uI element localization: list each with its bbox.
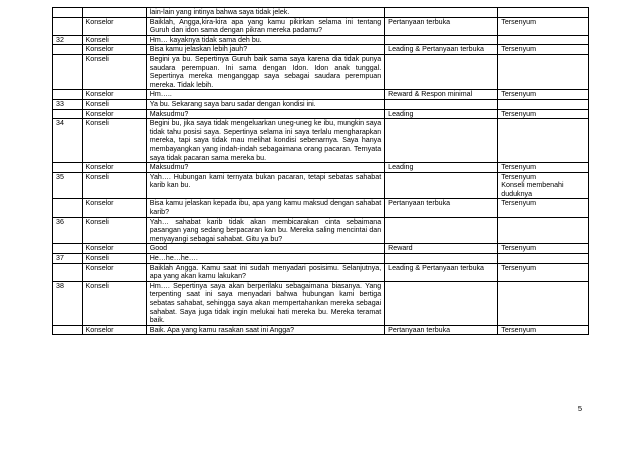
counseling-technique-cell bbox=[385, 254, 498, 264]
utterance-text-cell: Begini ya bu. Sepertinya Guruh baik sama saya karena dia tidak punya saudara perempuan. Ini sama dengan Idon. Idon anak tunggal. Sepertinya mereka menganggap saya sebagai saudara perempuan mereka. Tidak lebih. bbox=[146, 54, 384, 89]
counseling-technique-cell bbox=[385, 172, 498, 199]
utterance-text-cell: lain-lain yang intinya bahwa saya tidak jelek. bbox=[146, 8, 384, 18]
table-row bbox=[53, 8, 589, 18]
table-row bbox=[53, 254, 589, 264]
speaker-role-cell bbox=[82, 8, 146, 18]
speaker-role-cell: Konseli bbox=[82, 35, 146, 45]
row-number-cell bbox=[53, 109, 83, 119]
table-row bbox=[53, 217, 589, 244]
utterance-text-cell: Ya bu. Sekarang saya baru sadar dengan kondisi ini. bbox=[146, 99, 384, 109]
table-row bbox=[53, 172, 589, 199]
utterance-text-cell: Bisa kamu jelaskan kepada ibu, apa yang kamu maksud dengan sahabat karib? bbox=[146, 199, 384, 217]
speaker-role-cell: Konselor bbox=[82, 263, 146, 281]
nonverbal-response-cell: Tersenyum bbox=[498, 199, 589, 217]
utterance-text-cell: He…he…he…. bbox=[146, 254, 384, 264]
row-number-cell bbox=[53, 244, 83, 254]
speaker-role-cell: Konseli bbox=[82, 54, 146, 89]
nonverbal-response-cell: Tersenyum Konseli membenahi duduknya bbox=[498, 172, 589, 199]
utterance-text-cell: Hm… kayaknya tidak sama deh bu. bbox=[146, 35, 384, 45]
counseling-technique-cell: Pertanyaan terbuka bbox=[385, 17, 498, 35]
counseling-transcript-table bbox=[52, 7, 589, 335]
table-row bbox=[53, 163, 589, 173]
table-row bbox=[53, 263, 589, 281]
nonverbal-response-cell bbox=[498, 254, 589, 264]
speaker-role-cell: Konselor bbox=[82, 244, 146, 254]
row-number-cell: 33 bbox=[53, 99, 83, 109]
row-number-cell: 32 bbox=[53, 35, 83, 45]
utterance-text-cell: Baiklah, Angga,kira-kira apa yang kamu pikirkan selama ini tentang Guruh dan idon sama dengan pikran mereka padamu? bbox=[146, 17, 384, 35]
speaker-role-cell: Konselor bbox=[82, 199, 146, 217]
counseling-technique-cell: Pertanyaan terbuka bbox=[385, 199, 498, 217]
nonverbal-response-cell: Tersenyum bbox=[498, 45, 589, 55]
counseling-technique-cell: Leading & Pertanyaan terbuka bbox=[385, 263, 498, 281]
row-number-cell bbox=[53, 54, 83, 89]
counseling-technique-cell bbox=[385, 281, 498, 325]
nonverbal-response-cell: Tersenyum bbox=[498, 325, 589, 335]
nonverbal-response-cell bbox=[498, 281, 589, 325]
nonverbal-response-cell bbox=[498, 99, 589, 109]
table-row bbox=[53, 45, 589, 55]
table-row bbox=[53, 54, 589, 89]
row-number-cell: 38 bbox=[53, 281, 83, 325]
nonverbal-response-cell: Tersenyum bbox=[498, 17, 589, 35]
counseling-technique-cell: Leading & Pertanyaan terbuka bbox=[385, 45, 498, 55]
utterance-text-cell: Baik. Apa yang kamu rasakan saat ini Angga? bbox=[146, 325, 384, 335]
table-row bbox=[53, 325, 589, 335]
counseling-technique-cell: Reward bbox=[385, 244, 498, 254]
utterance-text-cell: Bisa kamu jelaskan lebih jauh? bbox=[146, 45, 384, 55]
nonverbal-response-cell bbox=[498, 8, 589, 18]
counseling-technique-cell: Pertanyaan terbuka bbox=[385, 325, 498, 335]
speaker-role-cell: Konselor bbox=[82, 109, 146, 119]
utterance-text-cell: Yah… sahabat karib tidak akan membicarakan cinta sebaimana pasangan yang sedang berpacaran kan bu. Mereka saling mencintai dan menyayangi sebagai sahabat. Gitu ya bu? bbox=[146, 217, 384, 244]
table-row bbox=[53, 90, 589, 100]
row-number-cell: 37 bbox=[53, 254, 83, 264]
counseling-technique-cell: Reward & Respon minimal bbox=[385, 90, 498, 100]
table-row bbox=[53, 99, 589, 109]
speaker-role-cell: Konselor bbox=[82, 45, 146, 55]
counseling-technique-cell bbox=[385, 54, 498, 89]
speaker-role-cell: Konseli bbox=[82, 119, 146, 163]
utterance-text-cell: Yah…. Hubungan kami ternyata bukan pacaran, tetapi sebatas sahabat karib kan bu. bbox=[146, 172, 384, 199]
table-row bbox=[53, 119, 589, 163]
speaker-role-cell: Konselor bbox=[82, 90, 146, 100]
counseling-technique-cell: Leading bbox=[385, 109, 498, 119]
table-row bbox=[53, 281, 589, 325]
nonverbal-response-cell: Tersenyum bbox=[498, 90, 589, 100]
table-row bbox=[53, 35, 589, 45]
table-row bbox=[53, 17, 589, 35]
utterance-text-cell: Maksudmu? bbox=[146, 163, 384, 173]
counseling-technique-cell bbox=[385, 99, 498, 109]
utterance-text-cell: Hm….. bbox=[146, 90, 384, 100]
row-number-cell bbox=[53, 263, 83, 281]
speaker-role-cell: Konselor bbox=[82, 163, 146, 173]
counseling-technique-cell: Leading bbox=[385, 163, 498, 173]
counseling-technique-cell bbox=[385, 8, 498, 18]
row-number-cell: 34 bbox=[53, 119, 83, 163]
nonverbal-response-cell bbox=[498, 217, 589, 244]
table-row bbox=[53, 199, 589, 217]
nonverbal-response-cell: Tersenyum bbox=[498, 109, 589, 119]
counseling-technique-cell bbox=[385, 119, 498, 163]
utterance-text-cell: Baiklah Angga. Kamu saat ini sudah menyadari posisimu. Selanjutnya, apa yang akan kamu lakukan? bbox=[146, 263, 384, 281]
table-row bbox=[53, 109, 589, 119]
table-row bbox=[53, 244, 589, 254]
row-number-cell bbox=[53, 17, 83, 35]
speaker-role-cell: Konseli bbox=[82, 99, 146, 109]
nonverbal-response-cell: Tersenyum bbox=[498, 263, 589, 281]
speaker-role-cell: Konseli bbox=[82, 281, 146, 325]
counseling-technique-cell bbox=[385, 217, 498, 244]
row-number-cell bbox=[53, 199, 83, 217]
row-number-cell: 35 bbox=[53, 172, 83, 199]
utterance-text-cell: Hm…. Sepertinya saya akan berperilaku sebagaimana biasanya. Yang terpenting saat ini saya menyadari bahwa hubungan kami bertiga sebatas sahabat, sehingga saya akan mempertahankan mereka sebagai sahabat. Saya juga tidak ingin melukai hati mereka bu. Mereka teramat baik. bbox=[146, 281, 384, 325]
nonverbal-response-cell bbox=[498, 54, 589, 89]
nonverbal-response-cell bbox=[498, 35, 589, 45]
row-number-cell bbox=[53, 163, 83, 173]
utterance-text-cell: Maksudmu? bbox=[146, 109, 384, 119]
speaker-role-cell: Konseli bbox=[82, 172, 146, 199]
row-number-cell: 36 bbox=[53, 217, 83, 244]
row-number-cell bbox=[53, 325, 83, 335]
speaker-role-cell: Konselor bbox=[82, 17, 146, 35]
speaker-role-cell: Konselor bbox=[82, 325, 146, 335]
row-number-cell bbox=[53, 90, 83, 100]
utterance-text-cell: Begini bu, jika saya tidak mengeluarkan uneg-uneg ke ibu, mungkin saya tidak tahu posisi saya. Sepertinya selama ini saya terlalu mengharapkan mereka, tapi saya tidak mau melihat kondisi sebenarnya. Saya hanya membayangkan yang indah-indah sebagaimana orang pacaran. Ternyata saya tidak pacaran sama mereka bu. bbox=[146, 119, 384, 163]
nonverbal-response-cell bbox=[498, 119, 589, 163]
row-number-cell bbox=[53, 45, 83, 55]
speaker-role-cell: Konseli bbox=[82, 217, 146, 244]
utterance-text-cell: Good bbox=[146, 244, 384, 254]
counseling-technique-cell bbox=[385, 35, 498, 45]
row-number-cell bbox=[53, 8, 83, 18]
speaker-role-cell: Konseli bbox=[82, 254, 146, 264]
page-number: 5 bbox=[577, 404, 582, 413]
nonverbal-response-cell: Tersenyum bbox=[498, 244, 589, 254]
nonverbal-response-cell: Tersenyum bbox=[498, 163, 589, 173]
